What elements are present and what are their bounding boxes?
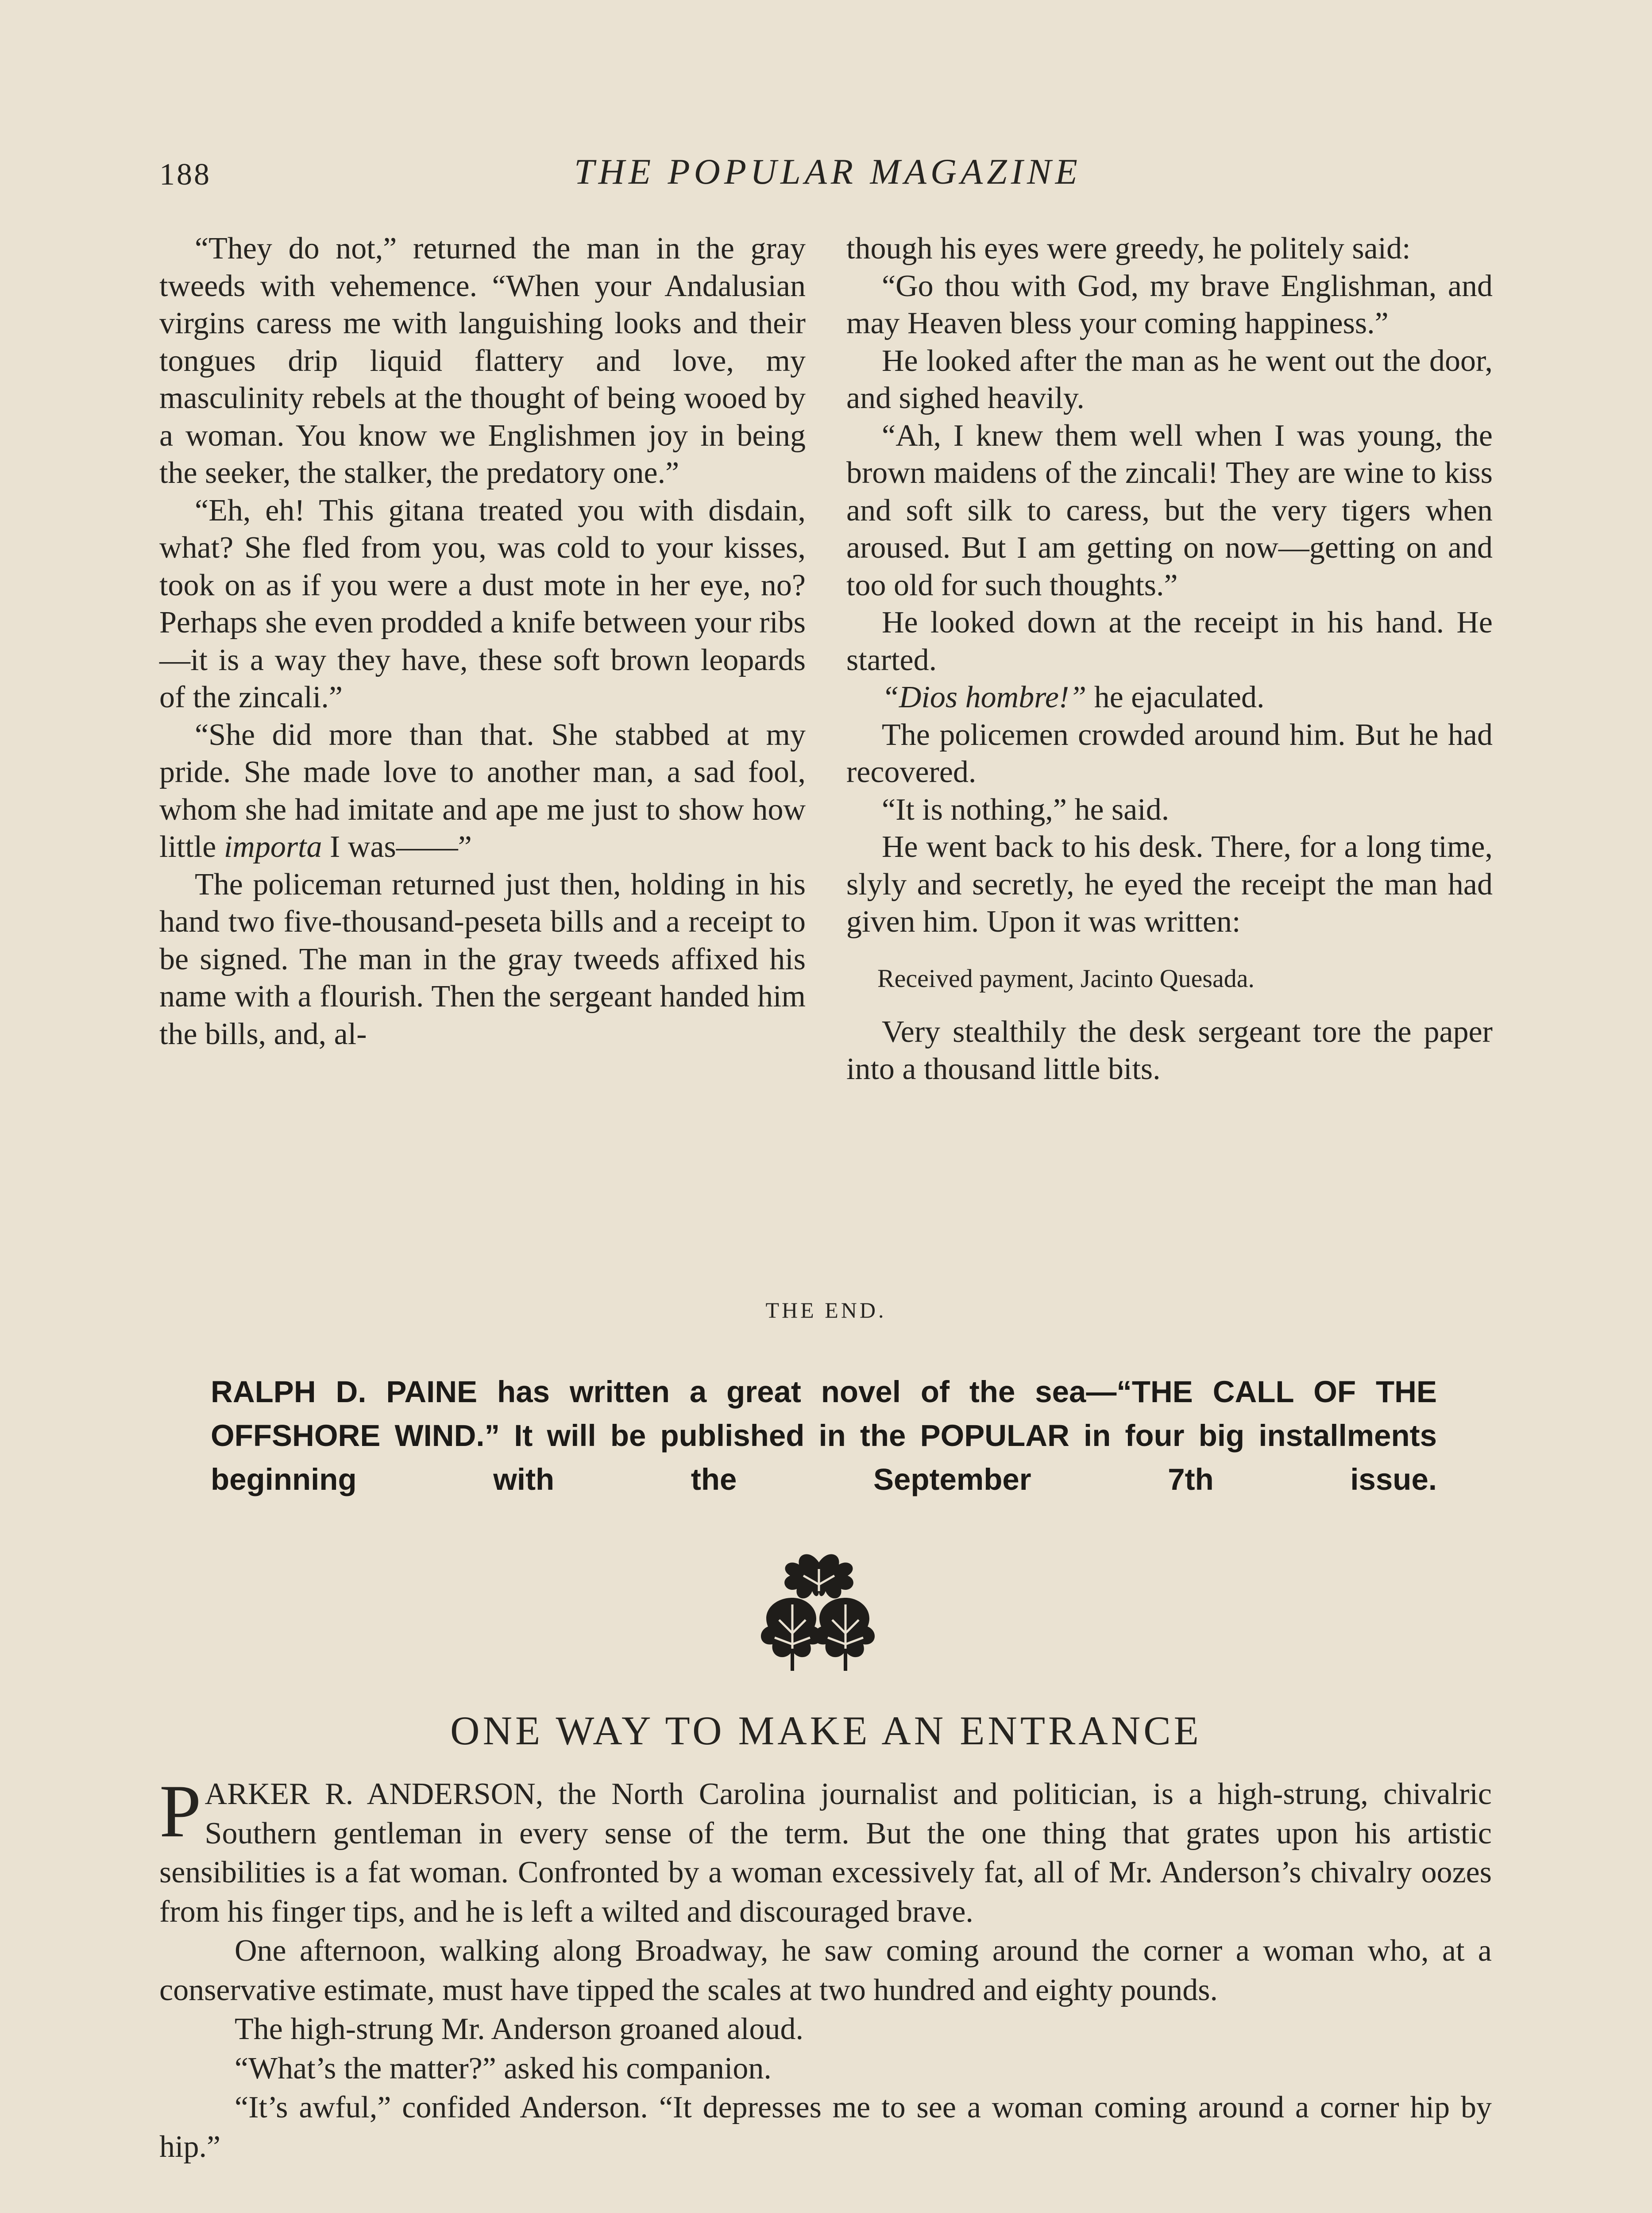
story-text: “She did more than that. She stabbed at my pride. She made love to another man, a sad fool, whom she had imitate and ape me just to show how little xyxy=(159,717,806,864)
vine-leaf-ornament-icon xyxy=(744,1545,894,1677)
receipt-text: Received payment, Jacinto Quesada. xyxy=(877,964,1254,993)
story-left-column xyxy=(159,230,806,1053)
article-paragraph xyxy=(159,1770,1492,1932)
article-paragraph: The high-strung Mr. Anderson groaned aloud. xyxy=(235,2012,804,2046)
drop-cap: P xyxy=(159,1770,201,1853)
article-body xyxy=(159,1770,1492,2167)
story-paragraph: Very stealthily the desk sergeant tore the paper into a thousand little bits. xyxy=(846,1014,1493,1086)
article-paragraph: “What’s the matter?” asked his companion. xyxy=(235,2051,772,2086)
story-paragraph: He went back to his desk. There, for a long time, slyly and secretly, he eyed the receipt the man had given him. Upon it was written: xyxy=(846,830,1493,939)
running-title: THE POPULAR MAGAZINE xyxy=(574,151,1081,192)
story-paragraph: He looked after the man as he went out the door, and sighed heavily. xyxy=(846,343,1493,415)
story-paragraph xyxy=(159,717,806,866)
story-paragraph: “It is nothing,” he said. xyxy=(882,792,1170,827)
story-paragraph: “They do not,” returned the man in the gray tweeds with vehemence. “When your Andalusian virgins caress me with languishing looks and their tongues drip liquid flattery and love, my masculinity rebels at the thought of being wooed by a woman. You know we Englishmen joy in being the seeker, the stalker, the predatory one.” xyxy=(159,231,806,490)
the-end-mark: THE END. xyxy=(765,1298,887,1322)
serial-notice: RALPH D. PAINE has written a great novel of the sea—“THE CALL OF THE OFFSHORE WIND.” It will be published in the POPULAR in four big installments beginning with the September 7th issue. xyxy=(211,1375,1437,1496)
article-text: ARKER R. ANDERSON, the North Carolina journalist and politician, is a high-strung, chivalric Southern gentleman in every sense of the term. But the one thing that grates upon his artistic sensibilities is a fat woman. Confronted by a woman excessively fat, all of Mr. Anderson’s chivalry oozes from his finger tips, and he is left a wilted and discouraged brave. xyxy=(159,1777,1492,1929)
story-paragraph: “Eh, eh! This gitana treated you with disdain, what? She fled from you, was cold to your kisses, took on as if you were a dust mote in her eye, no? Perhaps she even prodded a knife between your ribs—it is a way they have, these soft brown leopards of the zincali.” xyxy=(159,493,806,714)
story-text: he ejaculated. xyxy=(1094,680,1265,714)
story-paragraph: though his eyes were greedy, he politely said: xyxy=(846,231,1411,266)
story-paragraph: “Ah, I knew them well when I was young, the brown maidens of the zincali! They are wine to kiss and soft silk to caress, but the very tigers when aroused. But I am getting on now—getting on and too old for such thoughts.” xyxy=(846,418,1493,602)
article-paragraph: One afternoon, walking along Broadway, he saw coming around the corner a woman who, at a conservative estimate, must have tipped the scales at two hundred and eighty pounds. xyxy=(159,1934,1492,2007)
story-italic-phrase: “Dios hombre!” xyxy=(882,680,1087,714)
article-title: ONE WAY TO MAKE AN ENTRANCE xyxy=(450,1708,1202,1753)
article-paragraph: “It’s awful,” confided Anderson. “It depresses me to see a woman coming around a corner hip by hip.” xyxy=(159,2090,1492,2164)
story-paragraph: He looked down at the receipt in his hand. He started. xyxy=(846,605,1493,677)
story-paragraph: “Go thou with God, my brave Englishman, and may Heaven bless your coming happiness.” xyxy=(846,269,1493,340)
story-paragraph: The policeman returned just then, holding in his hand two five-thousand-peseta bills and a receipt to be signed. The man in the gray tweeds affixed his name with a flourish. Then the sergeant handed him the bills, and, al- xyxy=(159,867,806,1051)
story-text: I was——” xyxy=(330,830,472,864)
story-paragraph: The policemen crowded around him. But he had recovered. xyxy=(846,717,1493,789)
story-italic-word: importa xyxy=(224,830,322,864)
story-paragraph xyxy=(846,679,1493,717)
story-right-column xyxy=(846,230,1493,1088)
page-number: 188 xyxy=(159,158,211,192)
